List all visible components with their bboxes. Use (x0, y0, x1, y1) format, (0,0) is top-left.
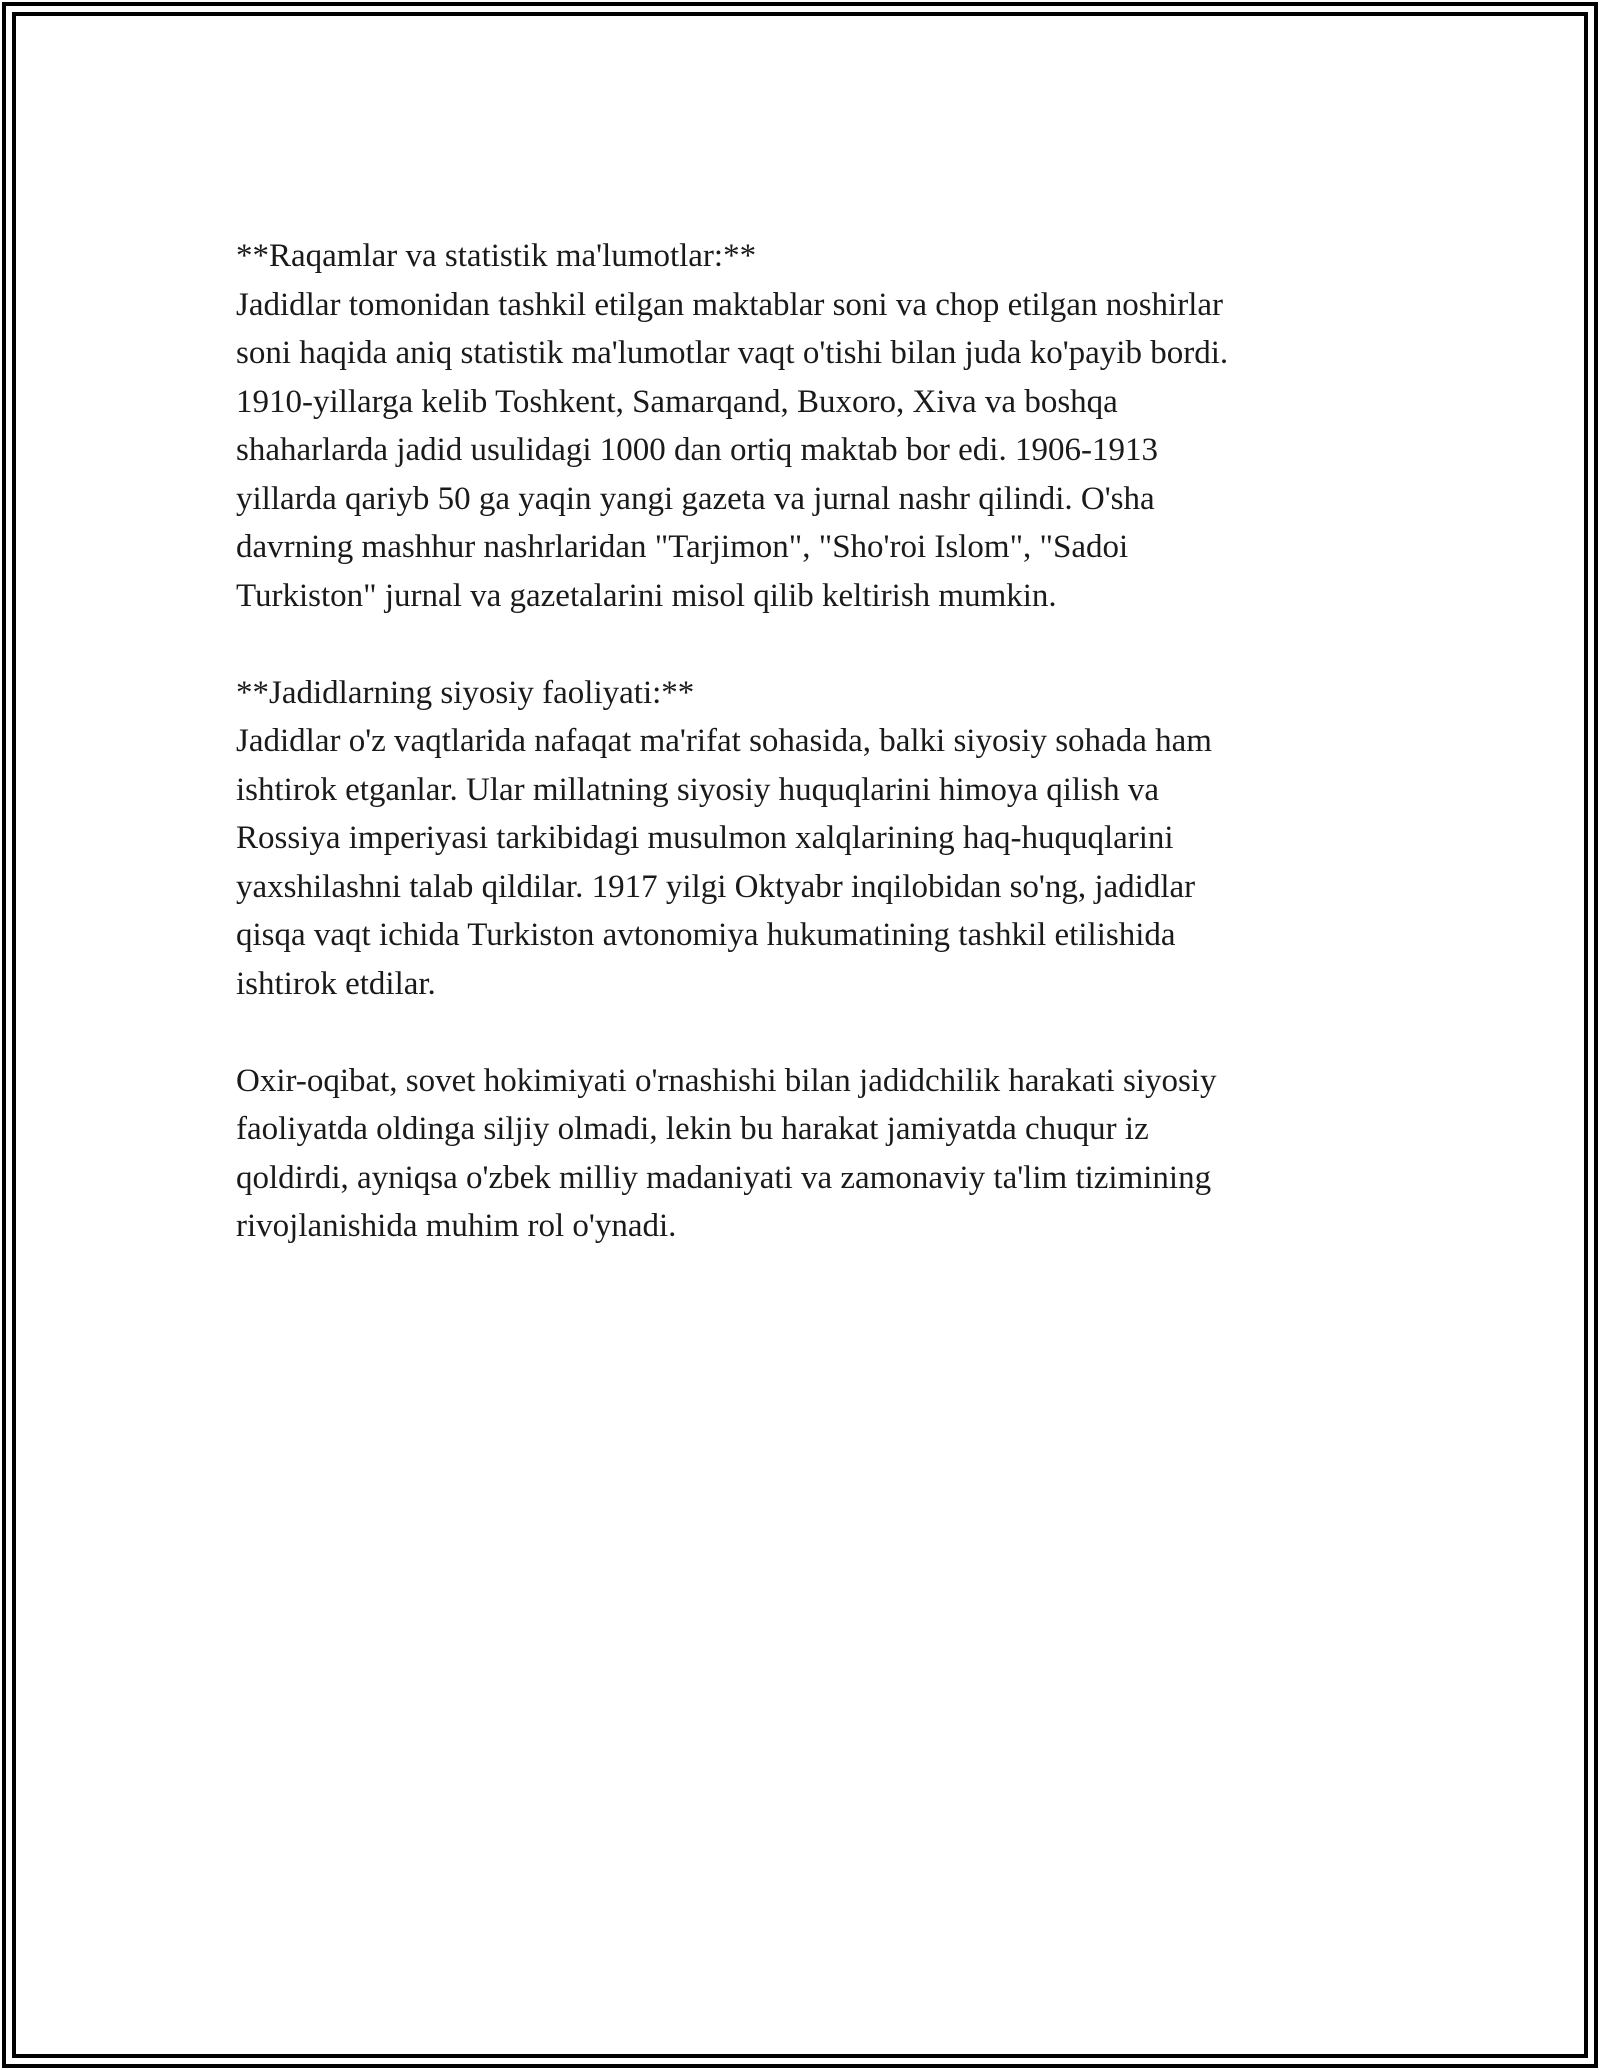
body-line: qisqa vaqt ichida Turkiston avtonomiya hukumatining tashkil etilishida (236, 917, 1176, 953)
body-line: shaharlarda jadid usulidagi 1000 dan ortiq maktab bor edi. 1906-1913 (236, 432, 1158, 468)
body-line: Rossiya imperiyasi tarkibidagi musulmon xalqlarining haq-huquqlarini (236, 820, 1174, 856)
section-political-activity (236, 669, 1376, 1009)
document-body (236, 232, 1376, 1299)
body-line: Turkiston" jurnal va gazetalarini misol qilib keltirish mumkin. (236, 577, 1057, 614)
body-line: faoliyatda oldinga siljiy olmadi, lekin bu harakat jamiyatda chuqur iz (236, 1111, 1149, 1147)
section-heading: **Raqamlar va statistik ma'lumotlar:** (236, 238, 757, 274)
section-conclusion (236, 1057, 1376, 1251)
section-statistics (236, 232, 1376, 620)
body-line: Jadidlar o'z vaqtlarida nafaqat ma'rifat sohasida, balki siyosiy sohada ham (236, 723, 1212, 759)
body-line: Jadidlar tomonidan tashkil etilgan maktablar soni va chop etilgan noshirlar (236, 286, 1224, 323)
body-line: yaxshilashni talab qildilar. 1917 yilgi Oktyabr inqilobidan so'ng, jadidlar (236, 868, 1196, 905)
section-heading: **Jadidlarning siyosiy faoliyati:** (236, 674, 695, 711)
body-line: yillarda qariyb 50 ga yaqin yangi gazeta va jurnal nashr qilindi. O'sha (236, 480, 1155, 517)
body-line: soni haqida aniq statistik ma'lumotlar vaqt o'tishi bilan juda ko'payib bordi. (236, 335, 1229, 371)
body-line: ishtirok etdilar. (236, 965, 436, 1002)
body-line: davrning mashhur nashrlaridan "Tarjimon", "Sho'roi Islom", "Sadoi (236, 529, 1129, 565)
body-line: ishtirok etganlar. Ular millatning siyosiy huquqlarini himoya qilish va (236, 771, 1159, 808)
body-line: Oxir-oqibat, sovet hokimiyati o'rnashishi bilan jadidchilik harakati siyosiy (236, 1062, 1217, 1099)
body-line: rivojlanishida muhim rol o'ynadi. (236, 1208, 677, 1244)
body-line: 1910-yillarga kelib Toshkent, Samarqand, Buxoro, Xiva va boshqa (236, 383, 1118, 420)
body-line: qoldirdi, ayniqsa o'zbek milliy madaniyati va zamonaviy ta'lim tizimining (236, 1159, 1212, 1196)
